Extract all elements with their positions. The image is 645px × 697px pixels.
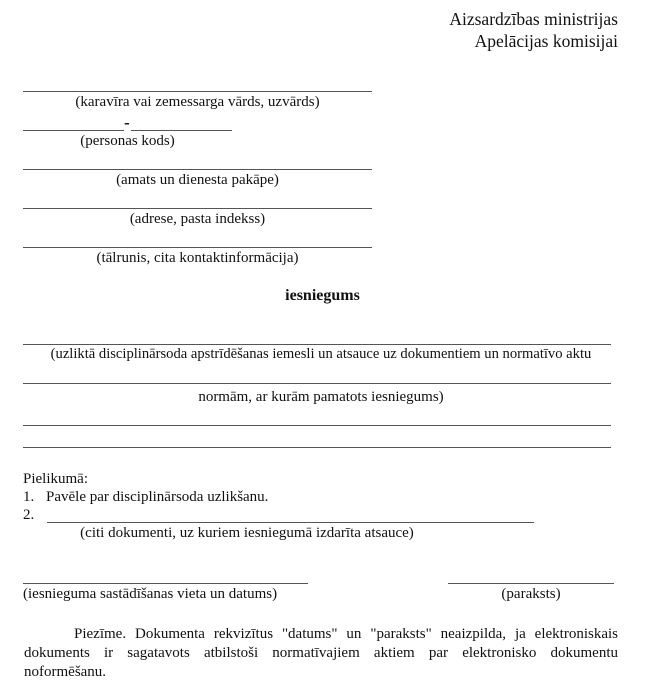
place-date-line[interactable] (23, 583, 308, 584)
position-rank-field-line[interactable] (23, 169, 372, 170)
attachment-item-1-number: 1. (23, 489, 35, 505)
personal-code-separator: - (124, 113, 130, 132)
attachments-heading: Pielikumā: (23, 471, 88, 487)
signature-caption: (paraksts) (501, 586, 561, 602)
contact-field-line[interactable] (23, 247, 372, 248)
personal-code-part1-line[interactable] (23, 130, 124, 131)
body-caption-line-2: normām, ar kurām pamatots iesniegums) (198, 389, 444, 405)
addressee-line-2: Apelācijas komisijai (474, 31, 618, 51)
addressee-line-1: Aizsardzības ministrijas (449, 9, 618, 29)
personal-code-part2-line[interactable] (131, 130, 232, 131)
body-caption-line-1: (uzliktā disciplinārsoda apstrīdēšanas iemesli un atsauce uz dokumentiem un normatīvo aktu (50, 346, 592, 362)
attachment-item-2-number: 2. (23, 507, 35, 523)
attachment-item-2-line[interactable] (47, 522, 534, 523)
name-field-line[interactable] (23, 91, 372, 92)
name-field-caption: (karavīra vai zemessarga vārds, uzvārds) (75, 94, 320, 110)
attachment-item-2-caption: (citi dokumenti, uz kuriem iesniegumā izdarīta atsauce) (80, 525, 414, 541)
address-field-line[interactable] (23, 208, 372, 209)
note-paragraph: Piezīme. Dokumenta rekvizītus "datums" un "paraksts" neaizpilda, ja elektroniskais dokuments ir sagatavots atbilstoši normatīvajiem aktiem par elektronisko dokumentu noformēšanu. (24, 626, 618, 680)
contact-caption: (tālrunis, cita kontaktinformācija) (96, 250, 299, 266)
attachment-item-1-text: Pavēle par disciplinārsoda uzlikšanu. (46, 489, 269, 505)
body-line-4[interactable] (23, 447, 611, 448)
document-title: iesniegums (285, 287, 360, 304)
address-caption: (adrese, pasta indekss) (129, 211, 266, 227)
personal-code-caption: (personas kods) (80, 133, 175, 149)
position-rank-caption: (amats un dienesta pakāpe) (116, 172, 279, 188)
body-line-2[interactable] (23, 383, 611, 384)
place-date-caption: (iesnieguma sastādīšanas vieta un datums) (23, 586, 278, 602)
body-line-3[interactable] (23, 425, 611, 426)
signature-line[interactable] (448, 583, 614, 584)
addressee-block (449, 8, 618, 52)
body-line-1[interactable] (23, 344, 611, 345)
